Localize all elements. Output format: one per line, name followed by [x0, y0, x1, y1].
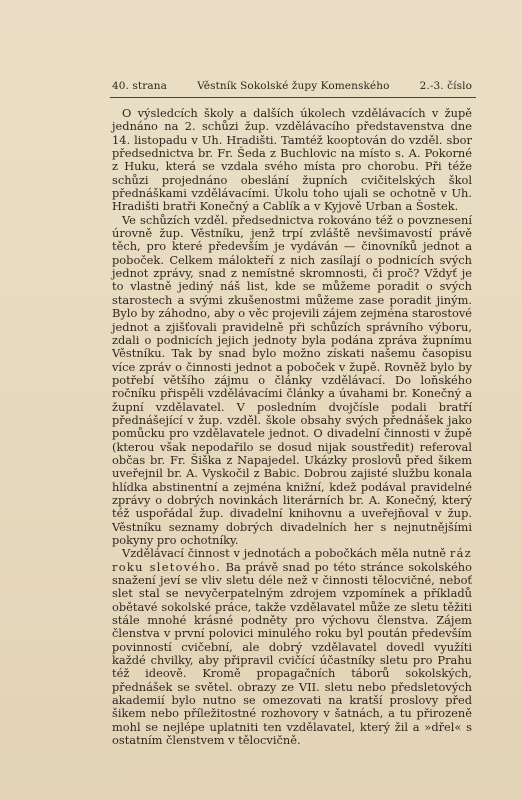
article-body	[112, 107, 472, 748]
paragraph-start: Vzdělávací činnost v jednotách a pobočkách měla nutně	[122, 546, 447, 561]
page-header	[112, 80, 472, 92]
header-rule	[110, 97, 476, 98]
journal-title: Věstník Sokolské župy Komenského	[197, 80, 390, 92]
issue-number: 2.-3. číslo	[419, 80, 472, 92]
page-number: 40. strana	[112, 80, 167, 92]
paragraph	[112, 547, 472, 747]
paragraph: Ve schůzích vzděl. předsednictva rokováno též o povznesení úrovně žup. Věstníku, jenž trpí zvláště nevšimavostí právě těch, pro které především je vydáván — činovníků jednot a poboček. Celkem málokteří z nich zasílají o podnicích svých jednot zprávy, snad z nemístné skromnosti, či proč? Vždyť je to vlastně jediný náš list, kde se můžeme poradit o svých starostech a svými zkušenostmi můžeme zase poradit jiným. Bylo by záhodno, aby o věc projevili zájem zejména starostové jednot a zjišťovali pravidelně při schůzích správního výboru, zdali o podnicích jejich jednoty byla podána zpráva župnímu Věstníku. Tak by snad bylo možno získati našemu časopisu více zpráv o činnosti jednot a poboček v župě. Rovněž bylo by potřebí většího zájmu o články vzdělávací. Do loňského ročníku přispěli vzdělávacími články a úvahami br. Konečný a župní vzdělavatel. V posledním dvojčísle podali bratří přednášející v žup. vzděl. škole obsahy svých přednášek jako pomůcku pro vzdělavatele jednot. O divadelní činnosti v župě (kterou však nepodařilo se dosud nijak soustředit) referoval občas br. Fr. Šiška z Napajedel. Ukázky proslovů před šikem uveřejnil br. A. Vyskočil z Babic. Dobrou zajisté službu konala hlídka abstinentní a zejména knižní, kdež podával pravidelné zprávy o dobrých novinkách literárních br. A. Konečný, který též uspořádal žup. divadelní knihovnu a uveřejňoval v žup. Věstníku seznamy dobrých divadelních her s nejnutnějšími pokyny pro ochotníky.	[112, 212, 472, 547]
emphasized-phrase: ráz roku sletového.	[112, 546, 472, 574]
paragraph: O výsledcích školy a dalších úkolech vzdělávacích v župě jednáno na 2. schůzi žup. vzdělávacího představenstva dne 14. listopadu v Uh. Hradišti. Tamtéž kooptován do vzděl. sbor předsednictva br. Fr. Šeda z Buchlovic na místo s. A. Pokorné z Huku, která se vzdala svého místa pro chorobu. Při téže schůzi projednáno obeslání župních cvičitelských škol přednáškami vzdělávacími. Úkolu toho ujali se ochotně v Uh. Hradišti bratři Konečný a Cablík a v Kyjově Urban a Šostek.	[112, 106, 472, 214]
paragraph-rest: Ba právě snad po této stránce sokolského snažení jeví se vliv sletu déle než v činnosti tělocvičné, neboť slet stal se nevyčerpatelným zdrojem vzpomínek a příkladů obětavé sokolské práce, takže vzdělavatel může ze sletu těžiti stále mnohé krásné podněty pro výchovu členstva. Zájem členstva v první polovici minulého roku byl poután především povinností cvičební, ale dobrý vzdělavatel dovedl využíti každé chvilky, aby připravil cvičící účastníky sletu pro Prahu též ideově. Kromě propagačních táborů sokolských, přednášek se světel. obrazy ze VII. sletu nebo předsletových akademií bylo nutno se omezovati na kratší proslovy před šikem nebo příležitostné rozhovory v šatnách, a tu přirozeně mohl se nejlépe uplatniti ten vzdělavatel, který žil a »dřel« s ostatním členstvem v tělocvičně.	[112, 559, 473, 748]
